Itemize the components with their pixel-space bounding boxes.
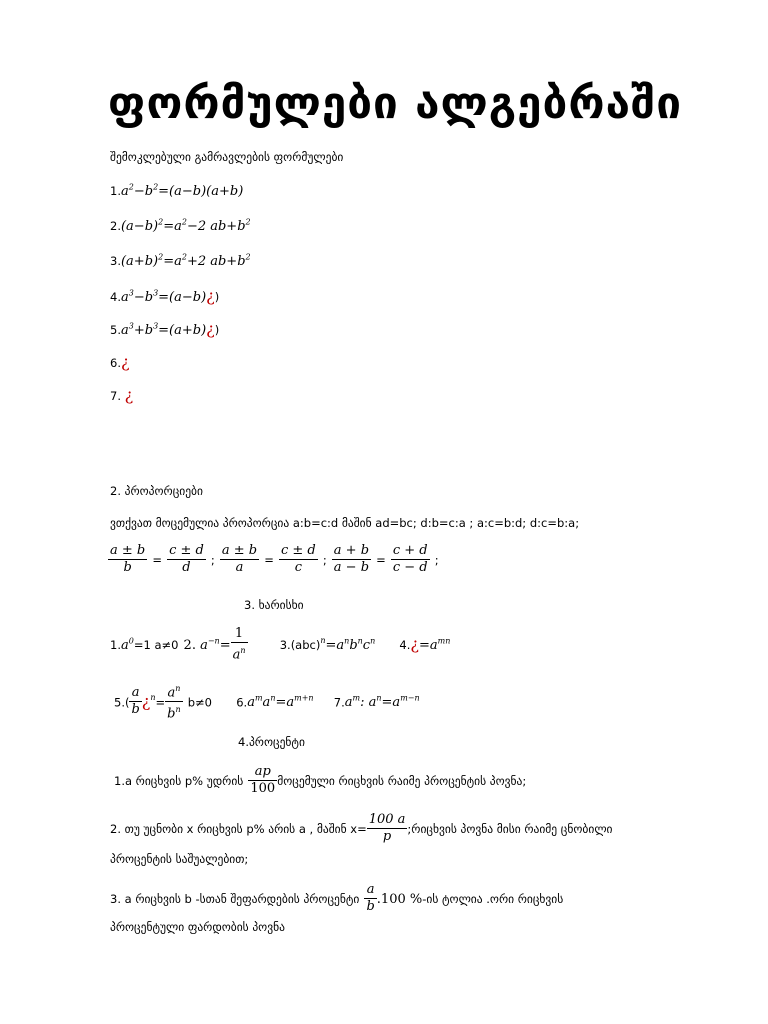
formula-7: 7. ¿ xyxy=(110,385,134,404)
proportion-statement: ვთქვათ მოცემულია პროპორცია a:b=c:d მაშინ ad=bc; d:b=c:a ; a:c=b:d; d:c=b:a; xyxy=(110,516,580,530)
power-row-2: 5.( $\frac{a}{b}$ ¿$^n$= $\frac{a^n}{b^n}$ b≠0 $6.a^ma^n=a^{m+n}$ $7.a^m$: $a^n=a^{m-n}$ xyxy=(114,681,420,723)
formula-3: $3.(a+b)^2=a^2+2$ $ab+b^2$ xyxy=(110,252,251,269)
section3-heading: 3. ხარისხი xyxy=(244,598,304,612)
percent-item-2: 2. თუ უცნობი x რიცხვის p% არის a , მაშინ x= $\frac{100 a}{p}$ ;რიცხვის პოვნა მისი რაიმე ცნობილი xyxy=(110,812,613,844)
formula-4: $4.a^3-b^3=(a-b)¿$) xyxy=(110,286,220,305)
formula-2: $2.(a-b)^2=a^2-2$ $ab+b^2$ xyxy=(110,217,251,234)
section4-heading: 4.პროცენტი xyxy=(238,735,305,749)
formula-6: 6.¿ xyxy=(110,352,130,371)
percent-item-3-line2: პროცენტული ფარდობის პოვნა xyxy=(110,920,285,934)
percent-item-1: 1.a რიცხვის p% უდრის $\frac{ap}{100}$ მოცემული რიცხვის რაიმე პროცენტის პოვნა; xyxy=(114,764,527,796)
section2-heading: 2. პროპორციები xyxy=(110,484,203,498)
percent-item-3: 3. a რიცხვის b -სთან შეფარდების პროცენტი $\frac{a}{b}$ .100 %-ის ტოლია .ორი რიცხვის xyxy=(110,882,564,914)
page-title: ფორმულები ალგებრაში xyxy=(108,78,683,129)
proportion-formulas: $\frac{a \pm b}{b}$ = $\frac{c \pm d}{d}$ ; $\frac{a \pm b}{a}$ = $\frac{c \pm d}{c}$ ; $\frac{a + b}{a - b}$ = $\frac{c + d}{c - d}$ ; xyxy=(110,543,439,575)
percent-item-2-line2: პროცენტის საშუალებით; xyxy=(110,852,249,866)
formula-1: $1.a^2-b^2=(a-b)(a+b)$ xyxy=(110,182,244,199)
formula-5: $5.a^3+b^3=(a+b)¿$) xyxy=(110,319,220,338)
power-row-1: $1.a^0=1$ a≠0 2. $a^{-n}=$ $\frac{1}{a^n}$ $3.(abc)^n=a^nb^nc^n$ $4.¿=a^{mn}$ xyxy=(110,626,451,663)
section1-heading: შემოკლებული გამრავლების ფორმულები xyxy=(110,150,344,164)
